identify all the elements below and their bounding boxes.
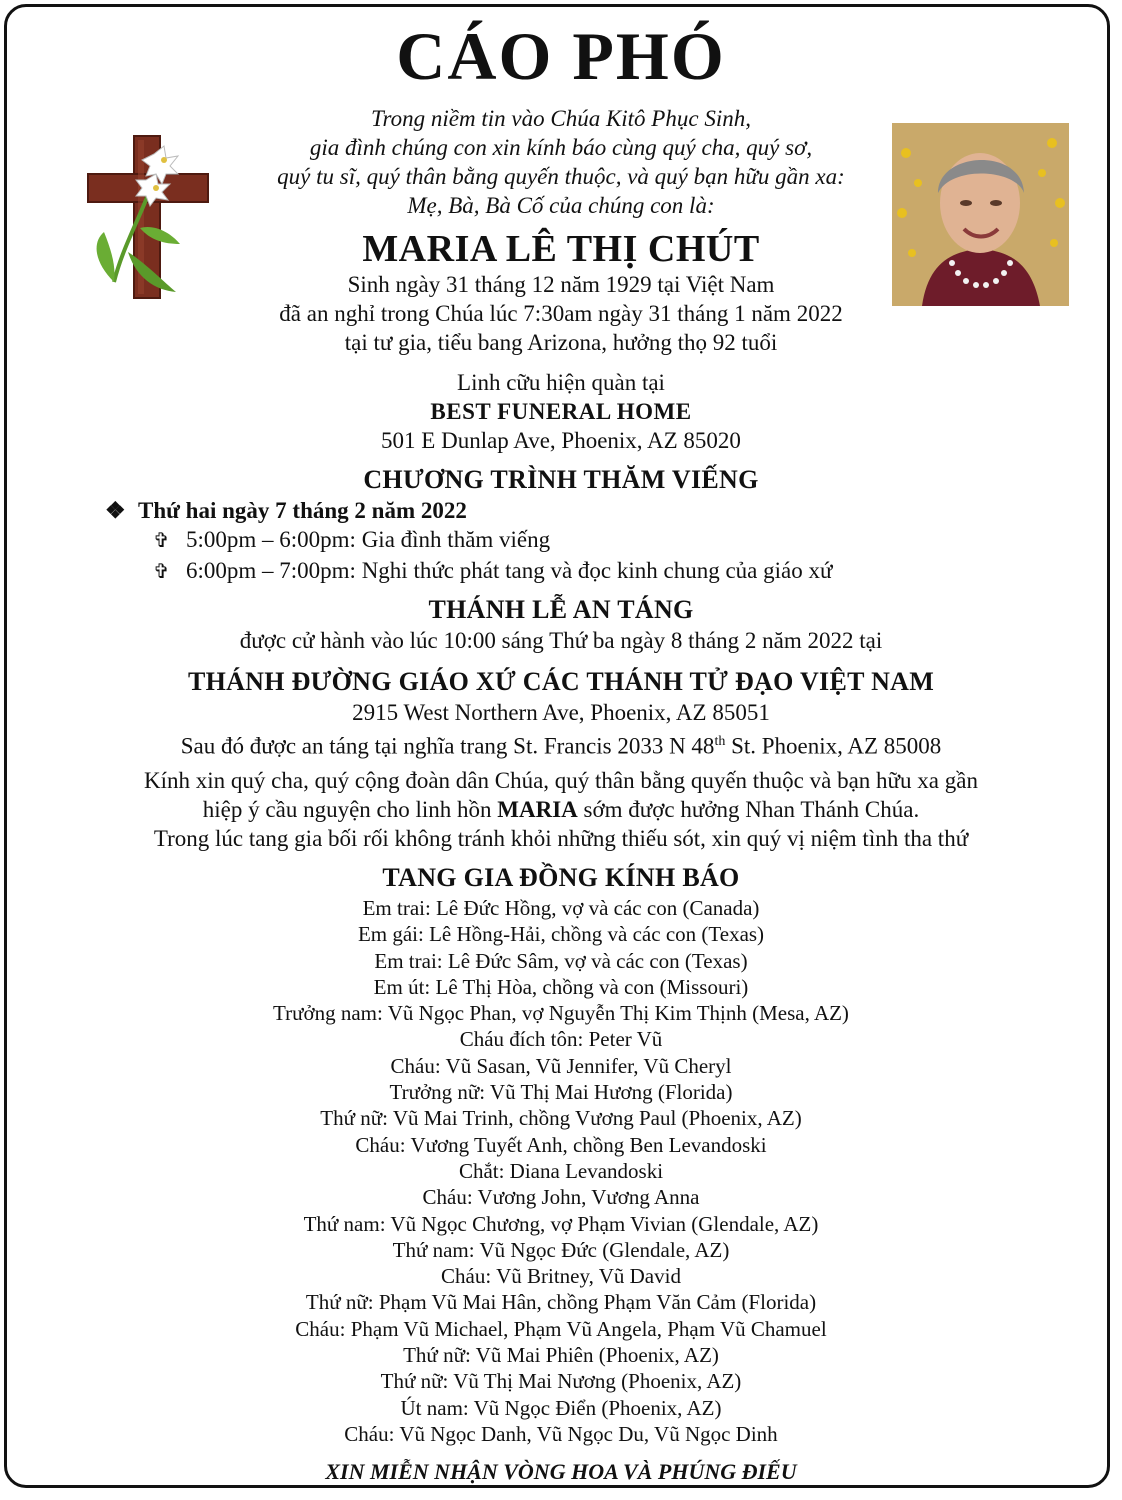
footer-note: XIN MIỄN NHẬN VÒNG HOA VÀ PHÚNG ĐIẾU xyxy=(325,1459,797,1484)
cross-bullet-icon: ✞ xyxy=(153,561,170,583)
family-member: Cháu: Vũ Ngọc Danh, Vũ Ngọc Du, Vũ Ngọc Dinh xyxy=(344,1421,778,1446)
family-member: Cháu đích tôn: Peter Vũ xyxy=(459,1027,663,1052)
list-item xyxy=(105,525,832,556)
family-member: Thứ nữ: Vũ Thị Mai Nương (Phoenix, AZ) xyxy=(380,1369,742,1394)
family-member: Cháu: Phạm Vũ Michael, Phạm Vũ Angela, Phạm Vũ Chamuel xyxy=(295,1316,827,1341)
closing-line: Kính xin quý cha, quý cộng đoàn dân Chúa, quý thân bằng quyến thuộc và bạn hữu xa gần xyxy=(144,768,978,793)
closing-message xyxy=(0,766,1122,853)
visitation-heading: CHƯƠNG TRÌNH THĂM VIẾNG xyxy=(363,465,759,494)
list-item xyxy=(105,556,832,587)
family-list xyxy=(0,895,1122,1447)
intro-line: Trong niềm tin vào Chúa Kitô Phục Sinh, xyxy=(371,106,751,131)
intro-text xyxy=(0,104,1122,220)
intro-line: quý tu sĩ, quý thân bằng quyến thuộc, và quý bạn hữu gần xa: xyxy=(277,164,845,189)
family-member: Cháu: Vương Tuyết Anh, chồng Ben Levandoski xyxy=(355,1132,767,1157)
closing-text: hiệp ý cầu nguyện cho linh hồn xyxy=(202,797,498,822)
mass-text: được cử hành vào lúc 10:00 sáng Thứ ba ngày 8 tháng 2 năm 2022 tại xyxy=(239,628,883,653)
family-member: Trưởng nữ: Vũ Thị Mai Hương (Florida) xyxy=(389,1080,733,1105)
church-info xyxy=(0,698,1122,761)
intro-line: gia đình chúng con xin kính báo cùng quý cha, quý sơ, xyxy=(309,135,813,160)
schedule-item-text: 5:00pm – 6:00pm: Gia đình thăm viếng xyxy=(186,527,551,552)
intro-line: Mẹ, Bà, Bà Cố của chúng con là: xyxy=(407,193,715,218)
death-line: đã an nghỉ trong Chúa lúc 7:30am ngày 31 tháng 1 năm 2022 xyxy=(279,301,843,326)
family-member: Em gái: Lê Hồng-Hải, chồng và các con (Texas) xyxy=(357,922,765,947)
closing-text-end: sớm được hưởng Nhan Thánh Chúa. xyxy=(577,797,920,822)
family-member: Cháu: Vũ Sasan, Vũ Jennifer, Vũ Cheryl xyxy=(390,1053,732,1078)
family-member: Thứ nam: Vũ Ngọc Chương, vợ Phạm Vivian (Glendale, AZ) xyxy=(303,1211,819,1236)
page-title: CÁO PHÓ xyxy=(396,18,726,94)
family-member: Út nam: Vũ Ngọc Điển (Phoenix, AZ) xyxy=(400,1395,722,1420)
place-age-line: tại tư gia, tiểu bang Arizona, hưởng thọ 92 tuổi xyxy=(344,330,778,355)
family-member: Em trai: Lê Đức Sâm, vợ và các con (Texas) xyxy=(374,948,748,973)
burial-text: Sau đó được an táng tại nghĩa trang St. Francis 2033 N 48 xyxy=(180,733,715,759)
schedule-item-text: 6:00pm – 7:00pm: Nghi thức phát tang và đọc kinh chung của giáo xứ xyxy=(186,558,833,583)
visitation-schedule xyxy=(105,496,832,587)
cross-bullet-icon: ✞ xyxy=(153,530,170,552)
family-member: Chắt: Diana Levandoski xyxy=(458,1158,664,1183)
birth-line: Sinh ngày 31 tháng 12 năm 1929 tại Việt Nam xyxy=(347,272,775,297)
family-member: Cháu: Vũ Britney, Vũ David xyxy=(441,1264,681,1289)
burial-line xyxy=(0,727,1122,761)
diamond-bullet-icon: ❖ xyxy=(105,498,126,523)
family-member: Trưởng nam: Vũ Ngọc Phan, vợ Nguyễn Thị Kim Thịnh (Mesa, AZ) xyxy=(273,1001,849,1026)
church-address: 2915 West Northern Ave, Phoenix, AZ 85051 xyxy=(352,700,770,725)
church-name: THÁNH ĐƯỜNG GIÁO XỨ CÁC THÁNH TỬ ĐẠO VIỆT NAM xyxy=(187,667,935,696)
family-member: Thứ nữ: Phạm Vũ Mai Hân, chồng Phạm Văn Cảm (Florida) xyxy=(305,1290,817,1315)
family-member: Em trai: Lê Đức Hồng, vợ và các con (Canada) xyxy=(362,896,760,920)
visitation-day: Thứ hai ngày 7 tháng 2 năm 2022 xyxy=(138,498,467,523)
family-member: Thứ nữ: Vũ Mai Trinh, chồng Vương Paul (Phoenix, AZ) xyxy=(320,1106,802,1131)
mass-heading: THÁNH LỄ AN TÁNG xyxy=(428,595,694,624)
ordinal-suffix: th xyxy=(714,734,726,749)
funeral-home-address: 501 E Dunlap Ave, Phoenix, AZ 85020 xyxy=(381,428,741,453)
family-member: Thứ nam: Vũ Ngọc Đức (Glendale, AZ) xyxy=(392,1237,730,1262)
family-member: Thứ nữ: Vũ Mai Phiên (Phoenix, AZ) xyxy=(403,1343,719,1368)
funeral-home-name: BEST FUNERAL HOME xyxy=(430,399,692,424)
funeral-home xyxy=(0,368,1122,455)
closing-line: Trong lúc tang gia bối rối không tránh khỏi những thiếu sót, xin quý vị niệm tình tha thứ xyxy=(153,826,969,851)
deceased-name: MARIA LÊ THỊ CHÚT xyxy=(362,228,760,270)
family-member: Cháu: Vương John, Vương Anna xyxy=(422,1185,700,1210)
funeral-home-intro: Linh cữu hiện quàn tại xyxy=(457,370,665,395)
burial-text-end: St. Phoenix, AZ 85008 xyxy=(725,733,942,759)
family-heading: TANG GIA ĐỒNG KÍNH BÁO xyxy=(382,863,740,892)
closing-line xyxy=(0,795,1122,824)
family-member: Em út: Lê Thị Hòa, chồng và con (Missouri) xyxy=(373,974,749,999)
life-dates xyxy=(0,270,1122,357)
closing-name: MARIA xyxy=(497,797,578,822)
